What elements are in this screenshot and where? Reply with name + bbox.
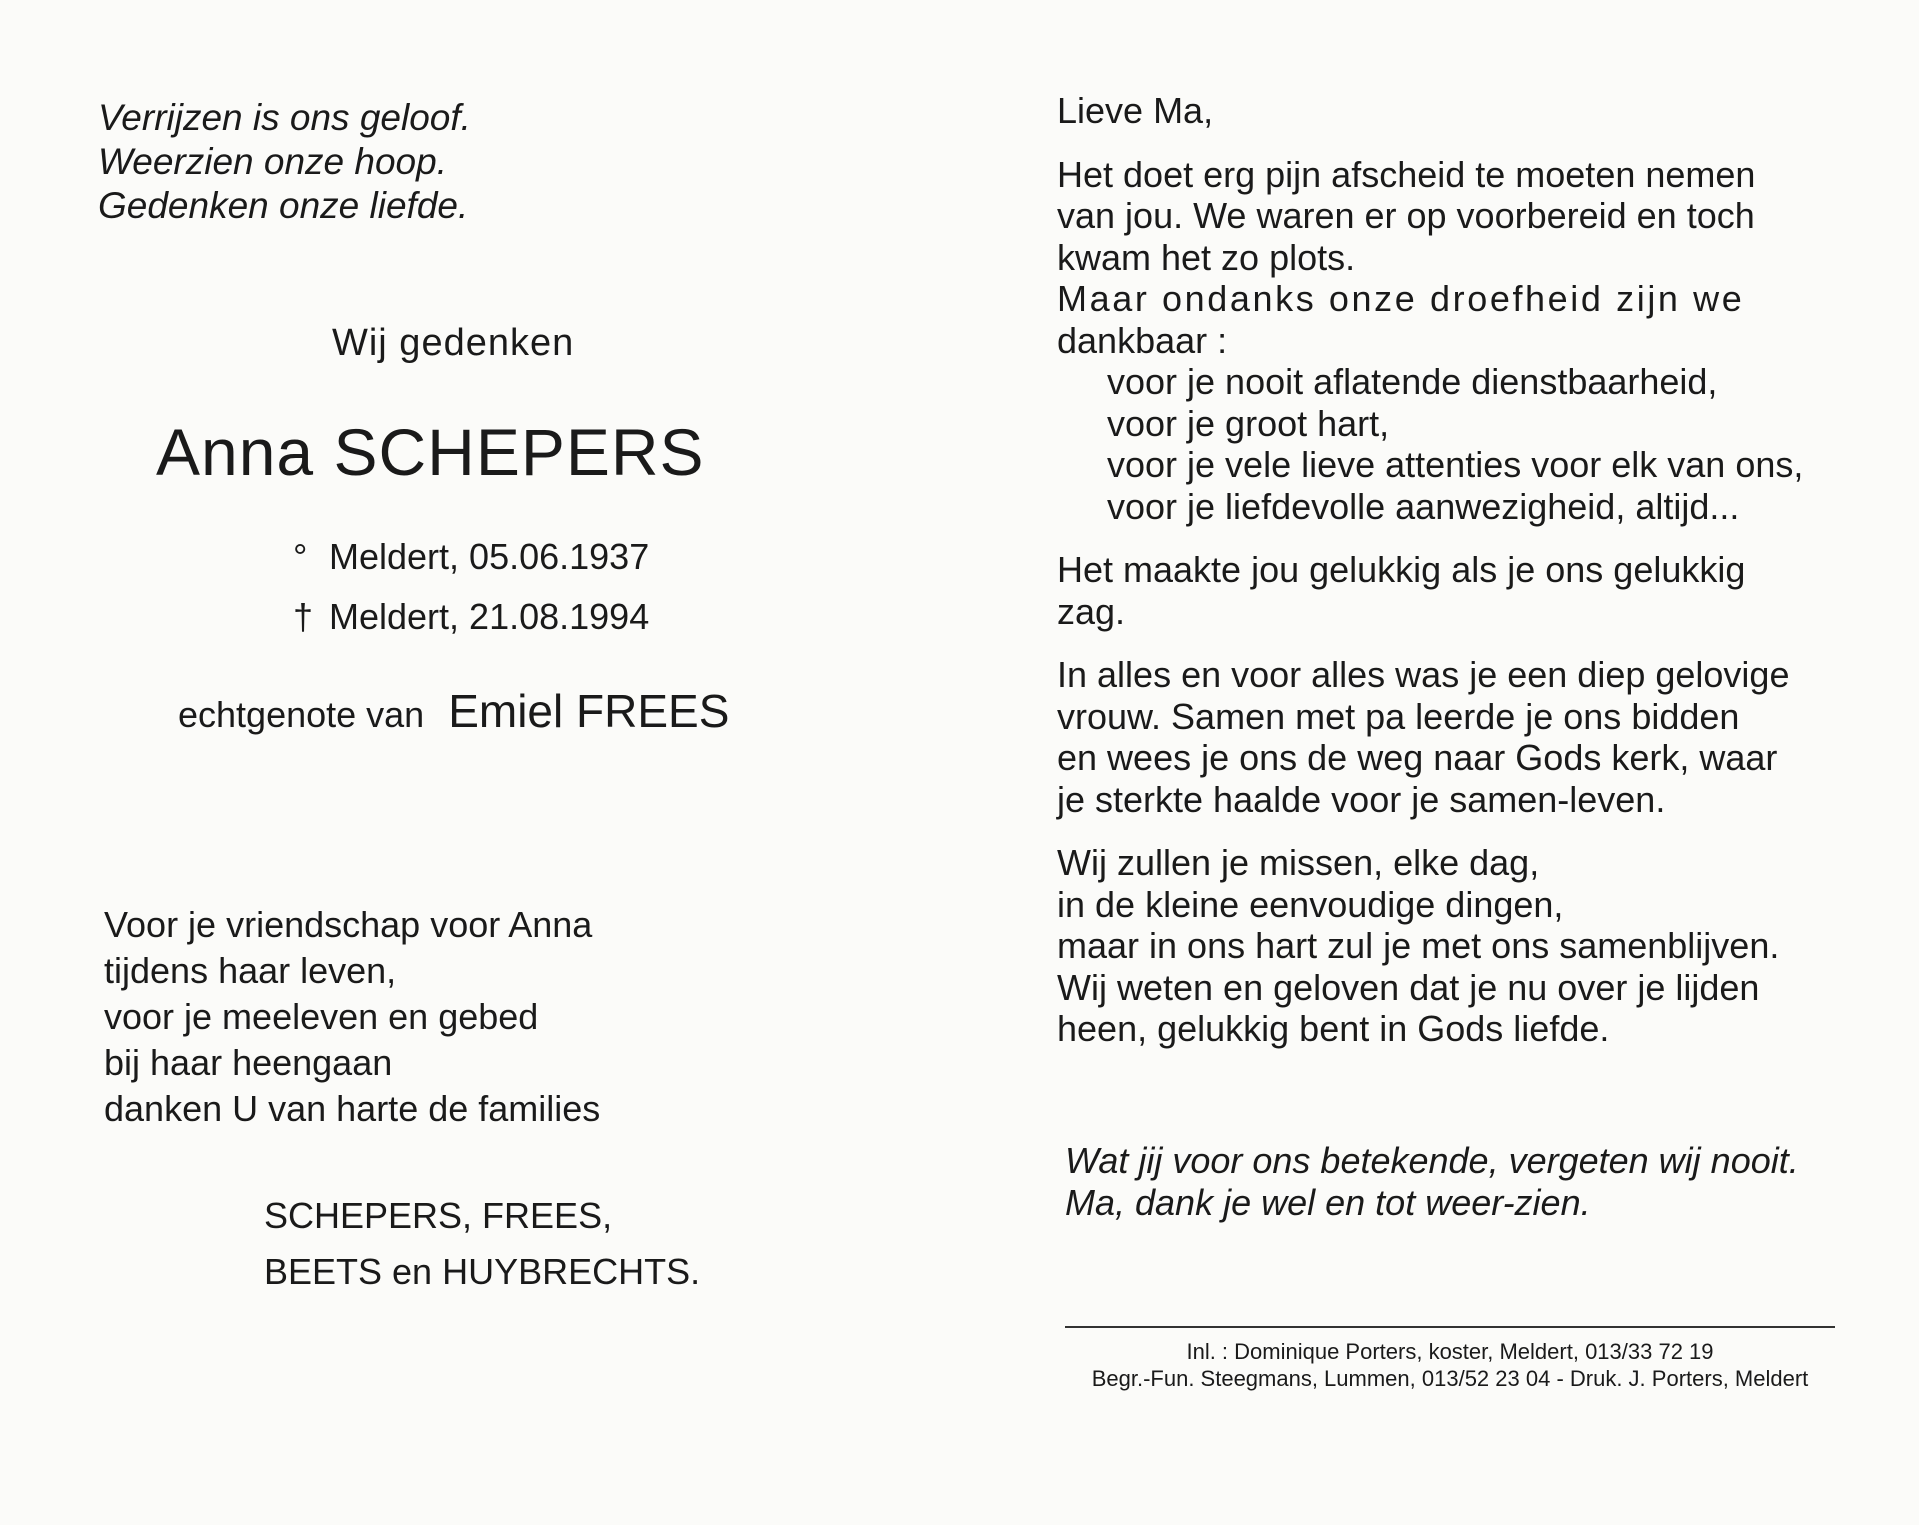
imprint-line-1: Inl. : Dominique Porters, koster, Meldert, 013/33 72 19 xyxy=(1186,1339,1714,1364)
birth-line xyxy=(293,536,649,578)
paragraph-2-line-1: Het maakte jou gelukkig als je ons gelukkig xyxy=(1057,549,1746,590)
paragraph-1-line-1: Het doet erg pijn afscheid te moeten nemen xyxy=(1057,153,1756,195)
families-line-2: BEETS en HUYBRECHTS. xyxy=(264,1251,701,1292)
death-line xyxy=(293,596,649,638)
paragraph-4-line-2: in de kleine eenvoudige dingen, xyxy=(1057,883,1564,925)
thanks-line-2: tijdens haar leven, xyxy=(104,950,397,991)
paragraph-4-line-1: Wij zullen je missen, elke dag, xyxy=(1057,842,1540,883)
birth-symbol: ° xyxy=(293,536,308,577)
remember-label: Wij gedenken xyxy=(332,322,575,364)
salutation: Lieve Ma, xyxy=(1057,90,1214,131)
gratitude-item-3: voor je vele lieve attenties voor elk van ons, xyxy=(1107,444,1804,485)
gratitude-item-1: voor je nooit aflatende dienstbaarheid, xyxy=(1107,361,1718,402)
families-line-1: SCHEPERS, FREES, xyxy=(264,1195,613,1236)
imprint-block xyxy=(1065,1338,1835,1392)
paragraph-4-line-3: maar in ons hart zul je met ons samenblijven. xyxy=(1057,925,1780,966)
gratitude-list xyxy=(1057,361,1837,527)
paragraph-3-line-4: je sterkte haalde voor je samen-leven. xyxy=(1057,778,1666,820)
paragraph-1-line-2: van jou. We waren er op voorbereid en toch xyxy=(1057,195,1755,236)
motto-line-3: Gedenken onze liefde. xyxy=(98,185,469,226)
paragraph-1 xyxy=(1057,154,1837,362)
paragraph-1-line-5: dankbaar : xyxy=(1057,319,1228,361)
paragraph-4-line-5: heen, gelukkig bent in Gods liefde. xyxy=(1057,1008,1610,1049)
death-text: Meldert, 21.08.1994 xyxy=(329,596,650,637)
deceased-name: Anna SCHEPERS xyxy=(156,415,705,489)
motto-block xyxy=(98,96,878,228)
motto-line-1: Verrijzen is ons geloof. xyxy=(98,97,471,138)
gratitude-item-4: voor je liefdevolle aanwezigheid, altijd... xyxy=(1107,485,1740,527)
thanks-line-5: danken U van harte de families xyxy=(104,1088,601,1129)
divider-line xyxy=(1065,1326,1835,1328)
paragraph-3-line-3: en wees je ons de weg naar Gods kerk, waar xyxy=(1057,737,1778,778)
spouse-line xyxy=(178,684,729,738)
families-block xyxy=(264,1188,700,1300)
paragraph-4-line-4: Wij weten en geloven dat je nu over je lijden xyxy=(1057,966,1760,1008)
birth-text: Meldert, 05.06.1937 xyxy=(329,536,650,577)
thanks-line-4: bij haar heengaan xyxy=(104,1042,393,1083)
paragraph-4 xyxy=(1057,842,1837,1050)
paragraph-3 xyxy=(1057,654,1837,820)
paragraph-2-line-2: zag. xyxy=(1057,590,1126,632)
closing-line-2: Ma, dank je wel en tot weer-zien. xyxy=(1065,1182,1591,1223)
thanks-line-1: Voor je vriendschap voor Anna xyxy=(104,904,593,945)
thanks-block xyxy=(104,902,600,1132)
imprint-line-2: Begr.-Fun. Steegmans, Lummen, 013/52 23 04 - Druk. J. Porters, Meldert xyxy=(1091,1366,1809,1391)
paragraph-1-line-3: kwam het zo plots. xyxy=(1057,236,1356,278)
spouse-label: echtgenote van xyxy=(178,694,425,735)
paragraph-3-line-2: vrouw. Samen met pa leerde je ons bidden xyxy=(1057,695,1740,737)
motto-line-2: Weerzien onze hoop. xyxy=(98,141,447,182)
gratitude-item-2: voor je groot hart, xyxy=(1107,402,1390,444)
paragraph-1-line-4: Maar ondanks onze droefheid zijn we xyxy=(1057,278,1745,319)
thanks-line-3: voor je meeleven en gebed xyxy=(104,996,539,1037)
letter-block xyxy=(1057,90,1837,1050)
paragraph-2 xyxy=(1057,549,1837,632)
paragraph-3-line-1: In alles en voor alles was je een diep gelovige xyxy=(1057,654,1790,695)
closing-block xyxy=(1065,1140,1799,1224)
spouse-name: Emiel FREES xyxy=(448,685,730,737)
closing-line-1: Wat jij voor ons betekende, vergeten wij nooit. xyxy=(1065,1140,1799,1181)
cross-icon: † xyxy=(293,596,314,637)
